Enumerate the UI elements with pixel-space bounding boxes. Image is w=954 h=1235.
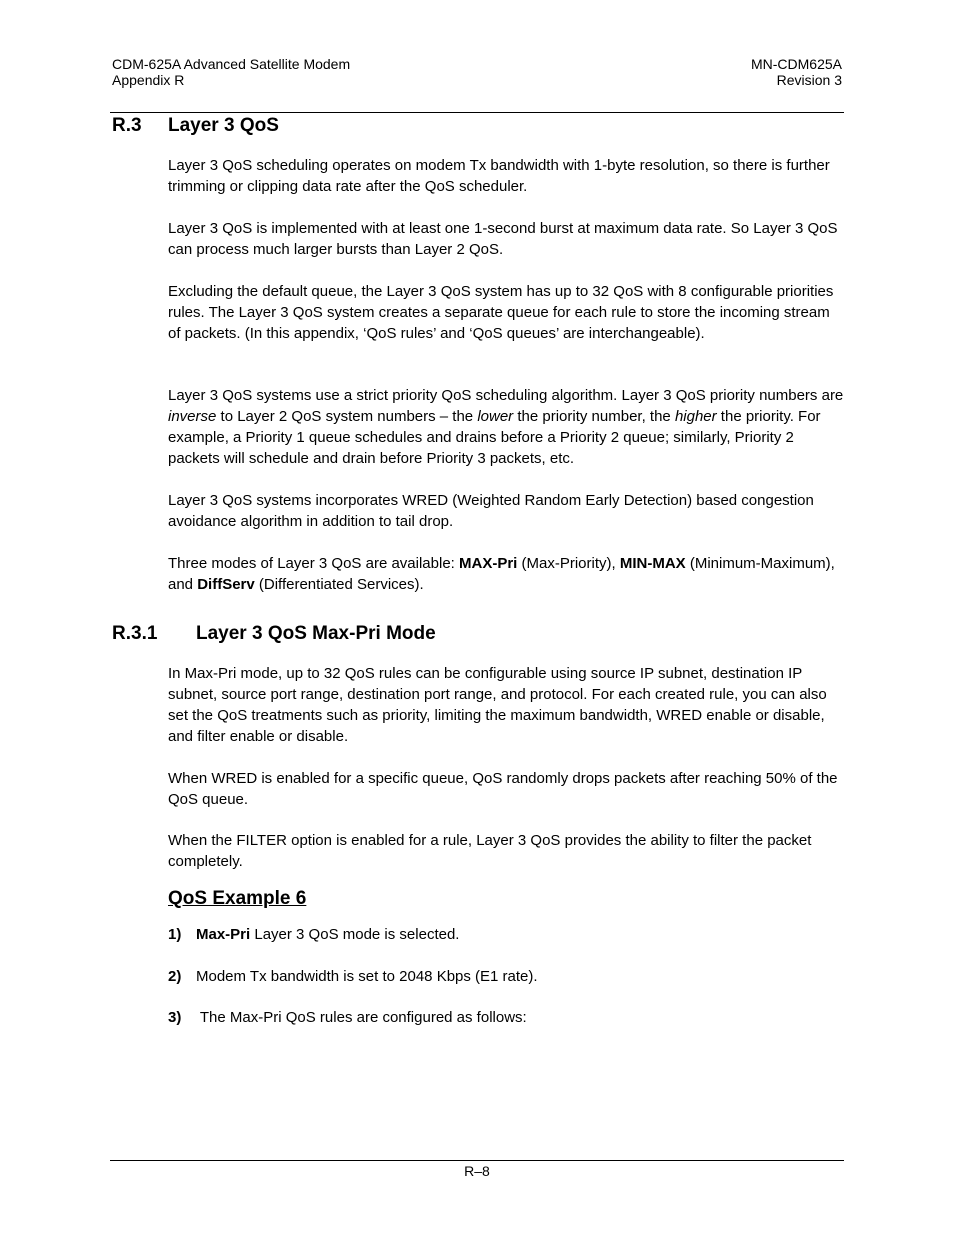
header-left (112, 56, 350, 88)
subsection-heading (112, 623, 436, 645)
step-number: 1) (168, 926, 182, 943)
header-divider (110, 112, 844, 113)
paragraph-6: Three modes of Layer 3 QoS are available: MAX-Pri (Max-Priority), MIN-MAX (Minimum-Maximum), and DiffServ (Differentiated Services). (168, 555, 835, 593)
subsection-title: Layer 3 QoS Max-Pri Mode (196, 623, 436, 644)
doc-number: MN-CDM625A (750, 56, 842, 72)
paragraph-2: Layer 3 QoS is implemented with at least one 1-second burst at maximum data rate. So Layer 3 QoS can process much larger bursts than Layer 2 QoS. (168, 220, 838, 258)
list-item (168, 1007, 527, 1028)
paragraph-3: Excluding the default queue, the Layer 3 QoS system has up to 32 QoS with 8 configurable priorities rules. The Layer 3 QoS system creates a separate queue for each rule to store the incoming stream of packets. (In this appendix, ‘QoS rules’ and ‘QoS queues’ are interchangeable). (168, 283, 834, 342)
header-right (751, 56, 842, 88)
step-bold: Max-Pri (196, 926, 251, 943)
doc-title: CDM-625A Advanced Satellite Modem (112, 56, 351, 72)
step-text: The Max-Pri QoS rules are configured as follows: (196, 1009, 527, 1026)
step-text: Layer 3 QoS mode is selected. (250, 926, 460, 943)
list-item (168, 966, 538, 987)
footer-divider (110, 1160, 844, 1161)
step-number: 2) (168, 968, 182, 985)
paragraph-4: Layer 3 QoS systems use a strict priority QoS scheduling algorithm. Layer 3 QoS priority numbers are inverse to Layer 2 QoS system numbers – the lower the priority number, the higher the priority. For example, a Priority 1 queue schedules and drains before a Priority 2 queue; similarly, Priority 2 packets will schedule and drain before Priority 3 packets, etc. (168, 387, 844, 467)
paragraph-1: Layer 3 QoS scheduling operates on modem Tx bandwidth with 1-byte resolution, so there is further trimming or clipping data rate after the QoS scheduler. (168, 157, 830, 195)
step-number: 3) (168, 1009, 182, 1026)
example-title: QoS Example 6 (168, 888, 307, 909)
subsection-number: R.3.1 (112, 623, 158, 644)
subsection-paragraph-3: When the FILTER option is enabled for a rule, Layer 3 QoS provides the ability to filter the packet completely. (168, 832, 812, 870)
subsection-paragraph-1: In Max-Pri mode, up to 32 QoS rules can be configurable using source IP subnet, destination IP subnet, source port range, destination port range, and protocol. For each created rule, you can also set the QoS treatments such as priority, limiting the maximum bandwidth, WRED enable or disable, and filter enable or disable. (168, 665, 827, 745)
page-number: R–8 (464, 1163, 490, 1179)
section-heading (112, 115, 279, 137)
section-title: Layer 3 QoS (168, 115, 279, 136)
step-text: Modem Tx bandwidth is set to 2048 Kbps (E1 rate). (196, 968, 538, 985)
paragraph-5: Layer 3 QoS systems incorporates WRED (Weighted Random Early Detection) based congestion avoidance algorithm in addition to tail drop. (168, 492, 814, 530)
list-item (168, 924, 459, 945)
appendix-label: Appendix R (112, 72, 185, 88)
section-number: R.3 (112, 115, 142, 136)
subsection-paragraph-2: When WRED is enabled for a specific queue, QoS randomly drops packets after reaching 50% of the QoS queue. (168, 770, 838, 808)
revision-label: Revision 3 (776, 72, 842, 88)
